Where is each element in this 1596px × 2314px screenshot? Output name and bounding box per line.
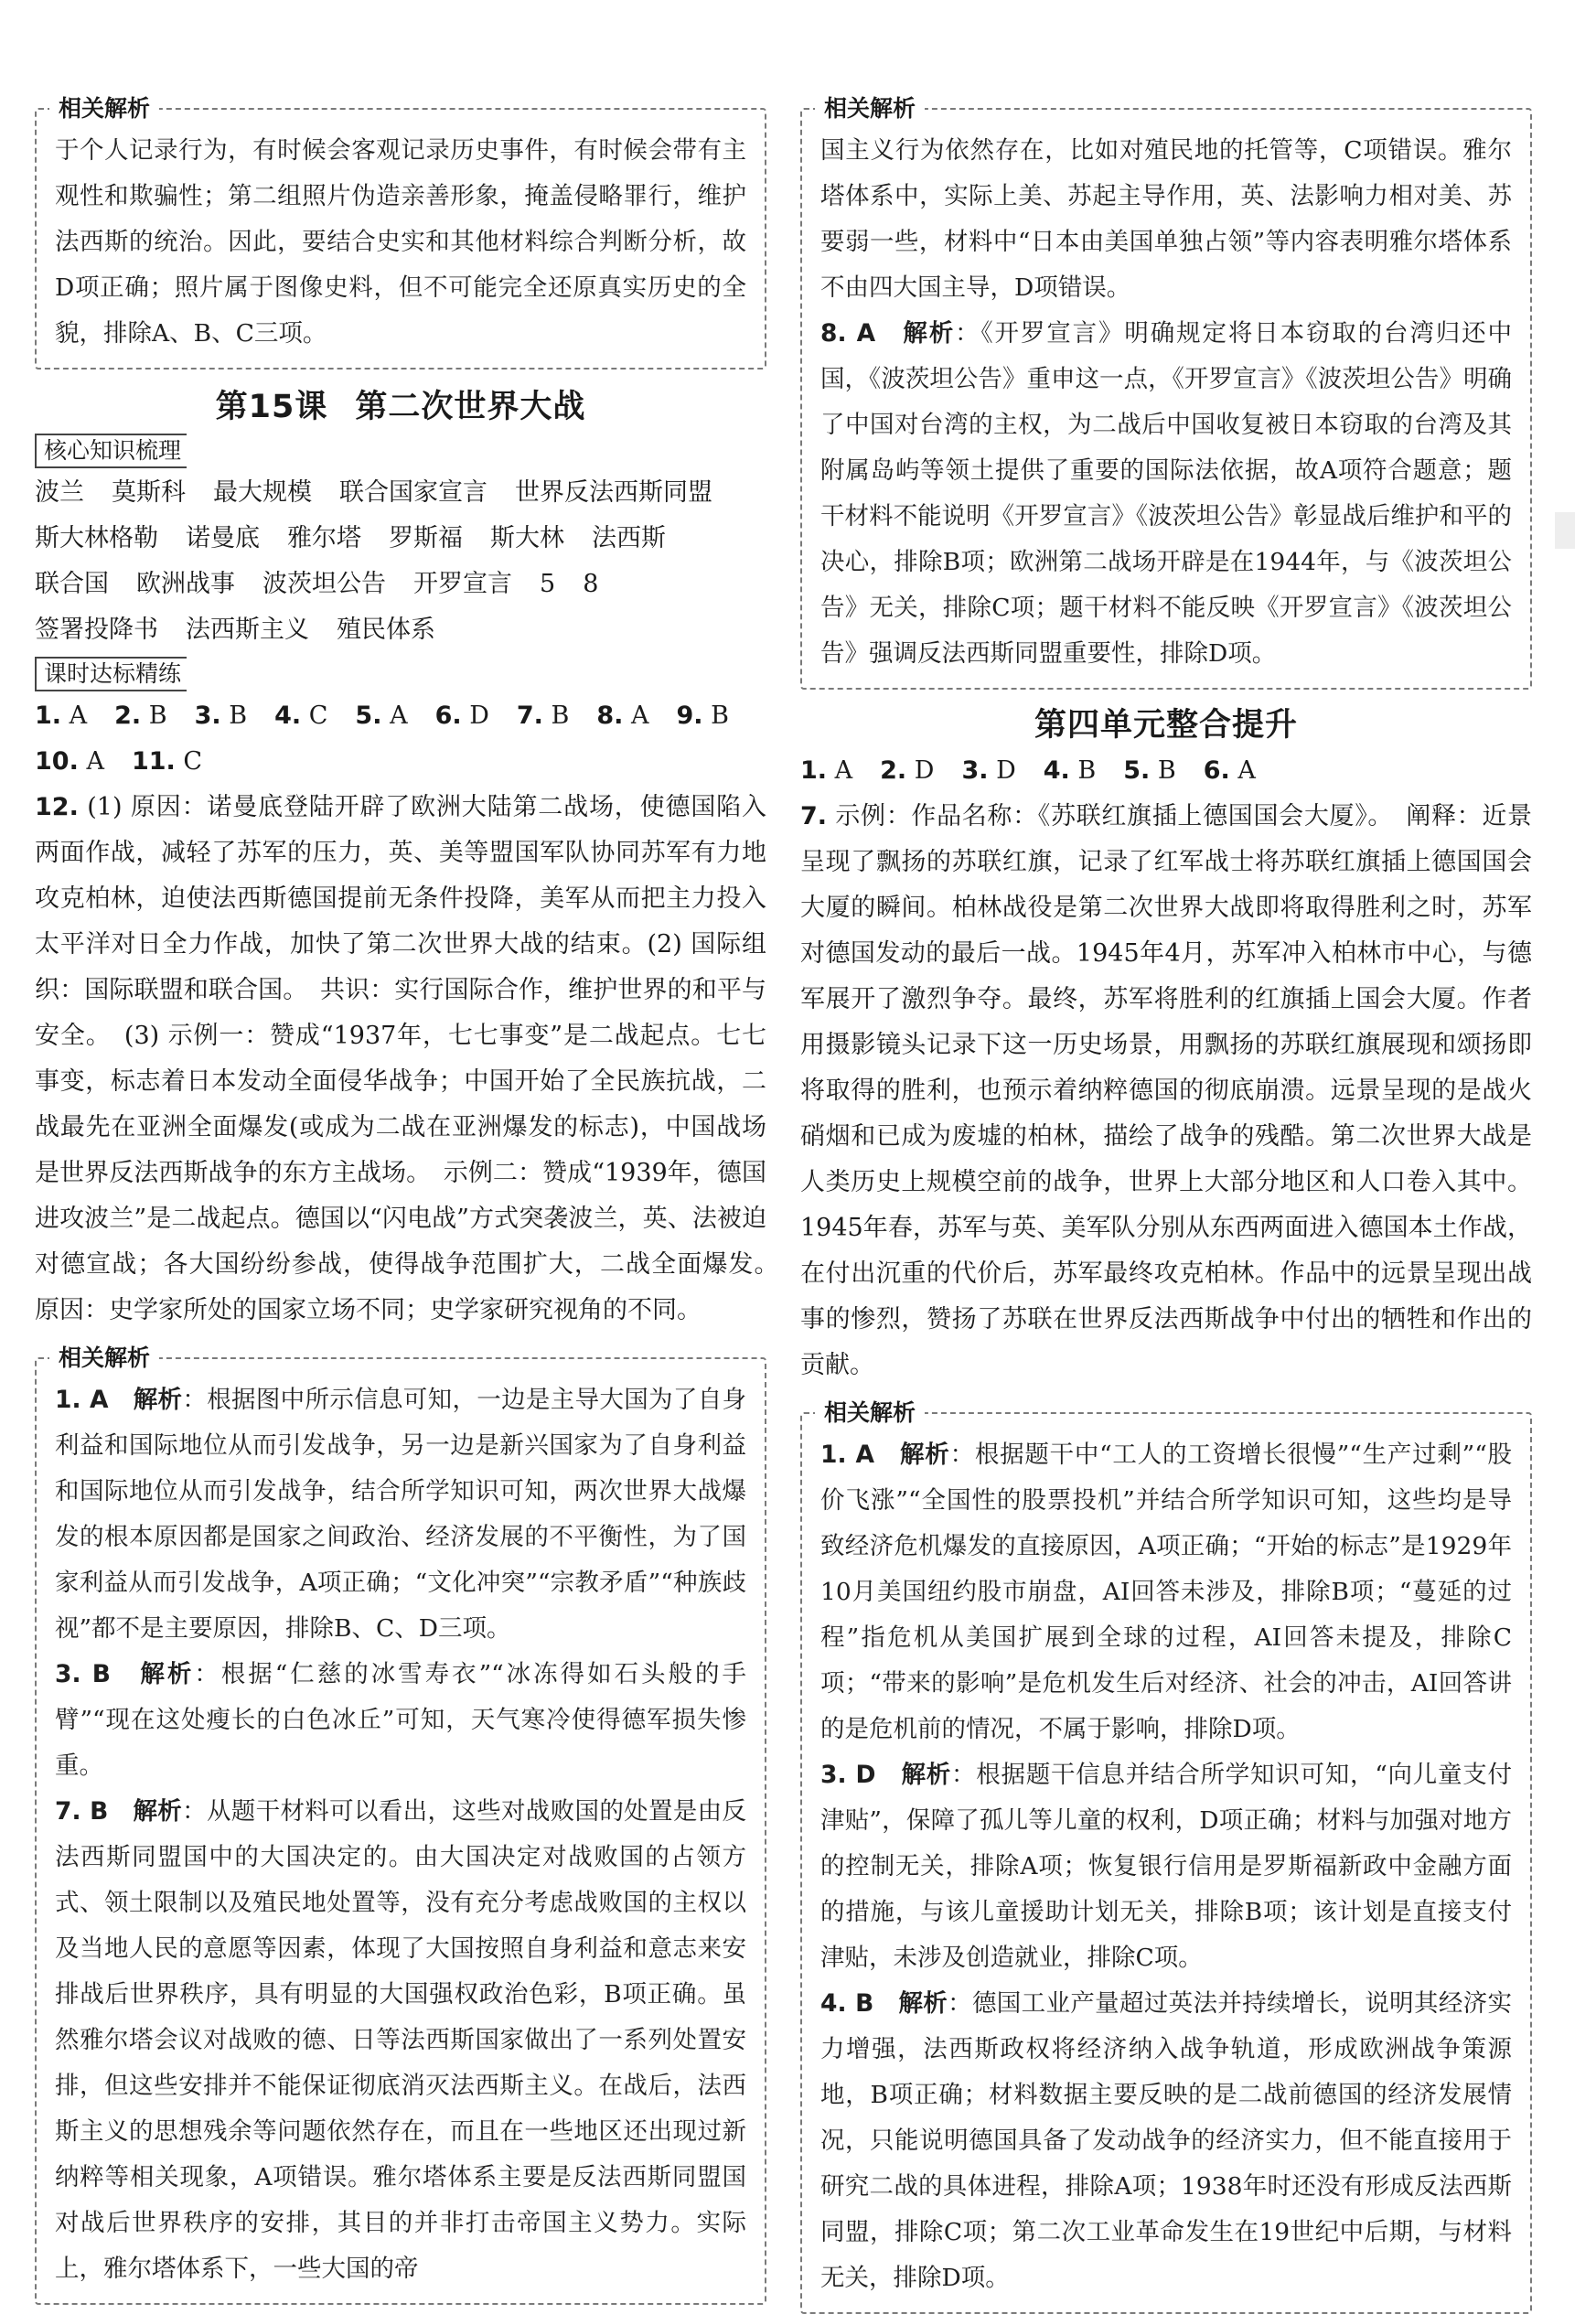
answer-number: 4. (274, 702, 302, 730)
analysis-item (55, 1652, 746, 1789)
keyword: 签署投降书 (35, 616, 158, 644)
item-text: ：根据题干中“工人的工资增长很慢”“生产过剩”“股价飞涨”“全国性的股票投机”并结合所学知识可知，这些均是导致经济危机爆发的直接原因，A项正确；“开始的标志”是1929年10月美国纽约股市崩盘，AI回答未涉及，排除B项；“蔓延的过程”指危机从美国扩展到全球的过程，AI回答未提及，排除C项；“带来的影响”是危机发生后对经济、社会的冲击，AI回答讲的是危机前的情况，不属于影响，排除D项。 (820, 1441, 1513, 1743)
item-head: 7. B (55, 1797, 109, 1826)
answer-value: A (390, 702, 408, 730)
item-jiexi-label: 解析 (133, 1386, 183, 1414)
item-jiexi-label: 解析 (900, 1441, 950, 1469)
keyword: 法西斯 (592, 524, 666, 552)
keyword: 莫斯科 (112, 478, 186, 507)
answer-number: 2. (114, 702, 142, 730)
item-text: ：从题干材料可以看出，这些对战败国的处置是由反法西斯同盟国中的大国决定的。由大国决定对战败国的占领方式、领土限制以及殖民地处置等，没有充分考虑战败国的主权以及当地人民的意愿等因素，体现了大国按照自身利益和意志来安排战后世界秩序，具有明显的大国强权政治色彩，B项正确。虽然雅尔塔会议对战败的德、日等法西斯国家做出了一系列处置安排，但这些安排并不能保证彻底消灭法西斯主义。在战后，法西斯主义的思想残余等问题依然存在，而且在一些地区还出现过新纳粹等相关现象，A项错误。雅尔塔体系主要是反法西斯同盟国对战后世界秩序的安排，其目的并非打击帝国主义势力。实际上，雅尔塔体系下，一些大国的帝 (55, 1797, 746, 2283)
answer-value: A (630, 702, 649, 730)
answer-value: B (1157, 756, 1176, 785)
analysis-item (820, 1752, 1512, 1981)
keyword: 斯大林 (490, 524, 564, 552)
question-12-answer (35, 785, 791, 1334)
keyword: 斯大林格勒 (35, 524, 158, 552)
item-head: 3. D (820, 1761, 876, 1789)
unit-title: 第四单元整合提升 (1034, 707, 1298, 744)
right-column (800, 0, 1532, 2314)
analysis-box-bottom-left (35, 1344, 766, 2305)
section-tag-practice: 课时达标精练 (35, 657, 187, 691)
analysis-items (55, 1377, 746, 2292)
analysis-item (820, 1981, 1512, 2301)
answer-item (596, 693, 648, 739)
item-head: 8. A (820, 319, 876, 348)
keyword: 5 (540, 570, 556, 598)
answer-number: 6. (1203, 756, 1230, 785)
question-number: 12. (35, 793, 79, 821)
item-text: ：根据图中所示信息可知，一边是主导大国为了自身利益和国际地位从而引发战争，另一边是新兴国家为了自身利益和国际地位从而引发战争，结合所学知识可知，两次世界大战爆发的根本原因都是国家之间政治、经济发展的不平衡性，为了国家利益从而引发战争，A项正确；“文化冲突”“宗教矛盾”“种族歧视”都不是主要原因，排除B、C、D三项。 (55, 1386, 747, 1643)
question-7-answer (800, 794, 1532, 1388)
answer-value: B (148, 702, 167, 730)
analysis-box-top-left (35, 95, 766, 370)
answer-item (35, 739, 104, 785)
keyword: 8 (583, 570, 599, 598)
keyword: 联合国家宣言 (339, 478, 487, 507)
answer-item (961, 748, 1015, 794)
answer-item (355, 693, 407, 739)
analysis-item (55, 1377, 746, 1652)
item-head: 4. B (820, 1989, 874, 2018)
analysis-box-top-right (800, 95, 1532, 690)
answer-list (35, 693, 766, 785)
lesson-number: 第15课 (215, 389, 328, 425)
answer-value: A (1237, 756, 1256, 785)
lesson-title (35, 384, 766, 430)
item-text: ：德国工业产量超过英法并持续增长，说明其经济实力增强，法西斯政权将经济纳入战争轨道，形成欧洲战争策源地，B项正确；材料数据主要反映的是二战前德国的经济发展情况，只能说明德国具备了发动战争的经济实力，但不能直接用于研究二战的具体进程，排除A项；1938年时还没有形成反法西斯同盟，排除C项；第二次工业革命发生在19世纪中后期，与材料无关，排除D项。 (820, 1989, 1512, 2292)
analysis-box-label: 相关解析 (815, 1397, 925, 1430)
item-jiexi-label: 解析 (133, 1797, 183, 1826)
answer-list (800, 748, 1532, 794)
answer-item (1123, 748, 1175, 794)
item-head: 1. A (820, 1441, 874, 1469)
answer-number: 3. (194, 702, 221, 730)
question-12-text: (1) 原因：诺曼底登陆开辟了欧洲大陆第二战场，使德国陷入两面作战，减轻了苏军的压力，英、美等盟国军队协同苏军有力地攻克柏林，迫使法西斯德国提前无条件投降，美军从而把主力投入太平洋对日全力作战，加快了第二次世界大战的结束。(2) 国际组织：国际联盟和联合国。 共识：实行国际合作，维护世界的和平与安全。 (3) 示例一：赞成“1937年，七七事变”是二战起点。七七事变，标志着日本发动全面侵华战争；中国开始了全民族抗战，二战最先在亚洲全面爆发(或成为二战在亚洲爆发的标志)，中国战场是世界反法西斯战争的东方主战场。 示例二：赞成“1939年，德国进攻波兰”是二战起点。德国以“闪电战”方式突袭波兰，英、法被迫对德宣战；各大国纷纷参战，使得战争范围扩大，二战全面爆发。 原因：史学家所处的国家立场不同；史学家研究视角的不同。 (35, 793, 791, 1324)
question-number: 7. (800, 802, 828, 830)
item-jiexi-label: 解析 (898, 1989, 948, 2018)
answer-item (800, 748, 852, 794)
keyword: 诺曼底 (186, 524, 260, 552)
item-jiexi-label: 解析 (901, 1761, 951, 1789)
keyword: 波兰 (35, 478, 84, 507)
keyword: 法西斯主义 (186, 616, 309, 644)
keyword: 开罗宣言 (413, 570, 512, 598)
answer-item (35, 693, 87, 739)
answer-item (195, 693, 247, 739)
answer-item (132, 739, 202, 785)
answer-value: B (551, 702, 570, 730)
item-head: 1. A (55, 1386, 109, 1414)
left-column (35, 0, 791, 2305)
item-jiexi-label: 解析 (140, 1660, 195, 1688)
answer-number: 5. (355, 702, 382, 730)
keyword: 殖民体系 (337, 616, 435, 644)
keyword: 最大规模 (213, 478, 312, 507)
answer-value: A (69, 702, 88, 730)
answer-number: 1. (35, 702, 62, 730)
answer-number: 2. (880, 756, 907, 785)
analysis-items (820, 1432, 1512, 2301)
answer-number: 8. (596, 702, 624, 730)
answer-number: 7. (516, 702, 543, 730)
answer-item (274, 693, 327, 739)
lesson-name: 第二次世界大战 (355, 389, 586, 425)
keyword-list (35, 470, 766, 653)
answer-value: D (996, 756, 1016, 785)
answer-item (880, 748, 934, 794)
answer-number: 1. (800, 756, 828, 785)
item-text: ：根据题干信息并结合所学知识可知，“向儿童支付津贴”，保障了孤儿等儿童的权利，D项正确；材料与加强对地方的控制无关，排除A项；恢复银行信用是罗斯福新政中金融方面的措施，与该儿童援助计划无关，排除B项；该计划是直接支付津贴，未涉及创造就业，排除C项。 (820, 1761, 1512, 1972)
answer-value: C (308, 702, 328, 730)
item-jiexi-label: 解析 (903, 319, 956, 348)
answer-item (517, 693, 569, 739)
answer-number: 11. (131, 747, 176, 776)
item-text: ：根据“仁慈的冰雪寿衣”“冰冻得如石头般的手臂”“现在这处瘦长的白色冰丘”可知，天气寒冷使得德军损失惨重。 (55, 1660, 746, 1780)
keyword: 雅尔塔 (287, 524, 361, 552)
answer-item (1204, 748, 1256, 794)
answer-number: 3. (961, 756, 989, 785)
analysis-text: 国主义行为依然存在，比如对殖民地的托管等，C项错误。雅尔塔体系中，实际上美、苏起主导作用，英、法影响力相对美、苏要弱一些，材料中“日本由美国单独占领”等内容表明雅尔塔体系不由四大国主导，D项错误。 (820, 136, 1512, 302)
analysis-text: 于个人记录行为，有时候会客观记录历史事件，有时候会带有主观性和欺骗性；第二组照片伪造亲善形象，掩盖侵略罪行，维护法西斯的统治。因此，要结合史实和其他材料综合判断分析，故D项正确；照片属于图像史料，但不可能完全还原真实历史的全貌，排除A、B、C三项。 (55, 136, 746, 348)
keyword: 联合国 (35, 570, 109, 598)
answer-value: B (1077, 756, 1097, 785)
analysis-box-bottom-right (800, 1399, 1532, 2314)
answer-number: 6. (434, 702, 462, 730)
analysis-item (55, 1789, 746, 2292)
answer-item (676, 693, 728, 739)
item-head: 3. B (55, 1660, 111, 1688)
item-text: ：《开罗宣言》明确规定将日本窃取的台湾归还中国，《波茨坦公告》重申这一点，《开罗宣言》《波茨坦公告》明确了中国对台湾的主权，为二战后中国收复被日本窃取的台湾及其附属岛屿等领土提供了重要的国际法依据，故A项符合题意；题干材料不能说明《开罗宣言》《波茨坦公告》彰显战后维护和平的决心，排除B项；欧洲第二战场开辟是在1944年，与《波茨坦公告》无关，排除C项；题干材料不能反映《开罗宣言》《波茨坦公告》强调反法西斯同盟重要性，排除D项。 (820, 319, 1513, 668)
page-edge-mark (1555, 512, 1575, 549)
answer-number: 5. (1123, 756, 1151, 785)
answer-value: A (86, 747, 104, 776)
answer-item (114, 693, 166, 739)
answer-item (1044, 748, 1096, 794)
answer-number: 9. (676, 702, 703, 730)
answer-value: A (834, 756, 853, 785)
analysis-box-label: 相关解析 (49, 92, 159, 125)
answer-number: 10. (35, 747, 79, 776)
question-7-text: 示例：作品名称：《苏联红旗插上德国国会大厦》。 阐释：近景呈现了飘扬的苏联红旗，记录了红军战士将苏联红旗插上德国国会大厦的瞬间。柏林战役是第二次世界大战即将取得胜利之时，苏军对德国发动的最后一战。1945年4月，苏军冲入柏林市中心，与德军展开了激烈争夺。最终，苏军将胜利的红旗插上国会大厦。作者用摄影镜头记录下这一历史场景，用飘扬的苏联红旗展现和颂扬即将取得的胜利，也预示着纳粹德国的彻底崩溃。远景呈现的是战火硝烟和已成为废墟的柏林，描绘了战争的残酷。第二次世界大战是人类历史上规模空前的战争，世界上大部分地区和人口卷入其中。1945年春，苏军与英、美军队分别从东西两面进入德国本土作战，在付出沉重的代价后，苏军最终攻克柏林。作品中的远景呈现出战事的惨烈，赞扬了苏联在世界反法西斯战争中付出的牺牲和作出的贡献。 (800, 802, 1533, 1379)
keyword: 欧洲战事 (136, 570, 235, 598)
answer-value: C (183, 747, 203, 776)
answer-value: B (711, 702, 729, 730)
keyword: 罗斯福 (389, 524, 463, 552)
answer-value: D (469, 702, 489, 730)
answer-value: D (914, 756, 935, 785)
analysis-box-label: 相关解析 (815, 92, 925, 125)
analysis-item (820, 1432, 1512, 1752)
answer-item (435, 693, 489, 739)
answer-value: B (229, 702, 248, 730)
analysis-box-label: 相关解析 (49, 1342, 159, 1375)
keyword: 世界反法西斯同盟 (515, 478, 712, 507)
analysis-item (820, 311, 1512, 677)
section-tag-core-knowledge: 核心知识梳理 (35, 434, 187, 468)
keyword: 波茨坦公告 (262, 570, 386, 598)
answer-number: 4. (1043, 756, 1070, 785)
